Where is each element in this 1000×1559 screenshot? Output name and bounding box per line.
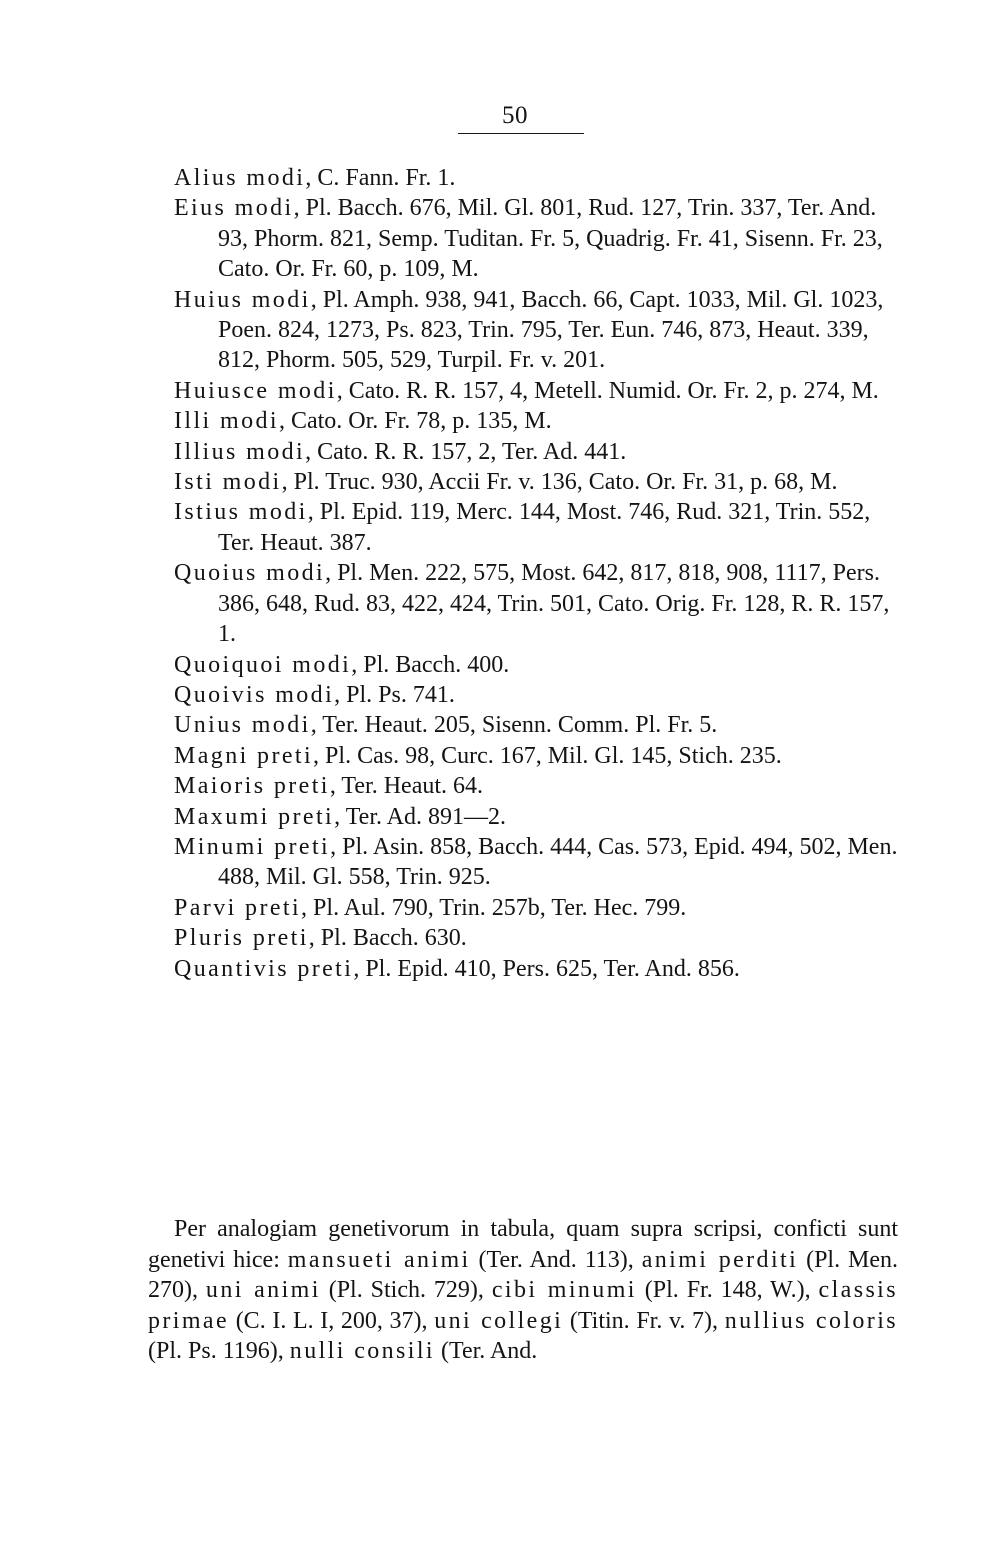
entry-refs: Pl. Bacch. 630. xyxy=(320,925,467,952)
entry-term: Maxumi preti xyxy=(174,803,335,830)
spaced-term: mansueti animi xyxy=(287,1246,471,1273)
entry-term: Quoius modi xyxy=(174,560,326,587)
entry: Unius modi, Ter. Heaut. 205, Sisenn. Comm. Pl. Fr. 5. xyxy=(174,712,718,739)
entry-refs: Ter. Ad. 891—2. xyxy=(345,803,506,830)
entry-refs: Pl. Ps. 741. xyxy=(346,681,455,708)
entry-refs: Pl. Bacch. 676, Mil. Gl. 801, Rud. 127, Trin. 337, Ter. And. 93, Phorm. 821, Semp. Tuditan. Fr. 5, Quadrig. Fr. 41, Sisenn. Fr. 23, Cato. Or. Fr. 60, p. 109, M. xyxy=(218,195,883,283)
page-number: 50 xyxy=(502,102,528,129)
entry-term: Illius modi xyxy=(174,438,306,465)
entry-term: Unius modi xyxy=(174,712,311,739)
paragraph-text: (Titin. Fr. v. 7), xyxy=(563,1307,725,1334)
entry: Isti modi, Pl. Truc. 930, Accii Fr. v. 136, Cato. Or. Fr. 31, p. 68, M. xyxy=(174,469,838,496)
entry-term: Maioris preti xyxy=(174,773,330,800)
spaced-term: classis primae xyxy=(148,1277,898,1334)
entry-term: Quantivis preti xyxy=(174,955,354,982)
entry-refs: Pl. Cas. 98, Curc. 167, Mil. Gl. 145, Stich. 235. xyxy=(325,742,782,769)
entry-refs: Ter. Heaut. 205, Sisenn. Comm. Pl. Fr. 5. xyxy=(322,712,718,739)
entry: Quoius modi, Pl. Men. 222, 575, Most. 642, 817, 818, 908, 1117, Pers. 386, 648, Rud. 83, 422, 424, Trin. 501, Cato. Orig. Fr. 128, R. R. 157, 1. xyxy=(174,560,890,648)
entry-list xyxy=(174,163,898,984)
spaced-term: uni animi xyxy=(205,1277,321,1303)
paragraph-text: (Pl. Stich. 729), xyxy=(320,1277,492,1303)
entry-refs: Pl. Amph. 938, 941, Bacch. 66, Capt. 1033, Mil. Gl. 1023, Poen. 824, 1273, Ps. 823, Trin. 795, Ter. Eun. 746, 873, Heaut. 339, 812, Phorm. 505, 529, Turpil. Fr. v. 201. xyxy=(218,286,884,374)
entry-term: Parvi preti xyxy=(174,894,302,921)
entry-refs: Cato. R. R. 157, 2, Ter. Ad. 441. xyxy=(317,438,627,465)
entry-term: Huiusce modi xyxy=(174,377,337,404)
entry-refs: Pl. Truc. 930, Accii Fr. v. 136, Cato. Or. Fr. 31, p. 68, M. xyxy=(293,469,838,496)
entry: Eius modi, Pl. Bacch. 676, Mil. Gl. 801, Rud. 127, Trin. 337, Ter. And. 93, Phorm. 821, Semp. Tuditan. Fr. 5, Quadrig. Fr. 41, Sisenn. Fr. 23, Cato. Or. Fr. 60, p. 109, M. xyxy=(174,195,883,283)
entry-refs: Pl. Men. 222, 575, Most. 642, 817, 818, 908, 1117, Pers. 386, 648, Rud. 83, 422, 424, Trin. 501, Cato. Orig. Fr. 128, R. R. 157, 1. xyxy=(218,560,890,648)
entry: Quantivis preti, Pl. Epid. 410, Pers. 625, Ter. And. 856. xyxy=(174,955,740,982)
entry: Minumi preti, Pl. Asin. 858, Bacch. 444, Cas. 573, Epid. 494, 502, Men. 488, Mil. Gl. 558, Trin. 925. xyxy=(174,833,898,891)
entry-term: Eius modi xyxy=(174,195,294,222)
entry-refs: Cato. R. R. 157, 4, Metell. Numid. Or. Fr. 2, p. 274, M. xyxy=(348,377,879,404)
entry-refs: Cato. Or. Fr. 78, p. 135, M. xyxy=(290,408,552,435)
entry: Alius modi, C. Fann. Fr. 1. xyxy=(174,165,456,191)
entry-term: Alius modi xyxy=(174,165,306,191)
spaced-term: cibi minumi xyxy=(491,1277,637,1303)
spaced-term: uni collegi xyxy=(434,1307,564,1334)
spaced-term: nulli consili xyxy=(289,1338,435,1364)
entry-term: Magni preti xyxy=(174,742,314,769)
paragraph-text: Per analogiam genetivorum in tabula, quam supra scripsi, conficti sunt genetivi hice: xyxy=(148,1216,898,1273)
entry-term: Quoiquoi modi xyxy=(174,651,352,678)
entry: Quoiquoi modi, Pl. Bacch. 400. xyxy=(174,651,510,678)
paragraph-text: (Pl. Fr. 148, W.), xyxy=(636,1277,819,1303)
entry-refs: Pl. Epid. 119, Merc. 144, Most. 746, Rud. 321, Trin. 552, Ter. Heaut. 387. xyxy=(218,499,871,556)
entry: Parvi preti, Pl. Aul. 790, Trin. 257b, Ter. Hec. 799. xyxy=(174,894,687,921)
header-rule xyxy=(458,133,584,134)
entry: Maioris preti, Ter. Heaut. 64. xyxy=(174,773,484,800)
entry: Huiusce modi, Cato. R. R. 157, 4, Metell. Numid. Or. Fr. 2, p. 274, M. xyxy=(174,377,879,404)
entry: Huius modi, Pl. Amph. 938, 941, Bacch. 66, Capt. 1033, Mil. Gl. 1023, Poen. 824, 1273, Ps. 823, Trin. 795, Ter. Eun. 746, 873, Heaut. 339, 812, Phorm. 505, 529, Turpil. Fr. v. 201. xyxy=(174,286,884,374)
entry-refs: C. Fann. Fr. 1. xyxy=(317,165,456,191)
spaced-term: animi perditi xyxy=(641,1246,799,1273)
entry-refs: Ter. Heaut. 64. xyxy=(341,773,484,800)
entry-term: Minumi preti xyxy=(174,833,331,860)
entry: Magni preti, Pl. Cas. 98, Curc. 167, Mil. Gl. 145, Stich. 235. xyxy=(174,742,782,769)
entry-term: Illi modi xyxy=(174,408,279,435)
entry: Quoivis modi, Pl. Ps. 741. xyxy=(174,681,455,708)
paragraph-text: (Ter. And. xyxy=(435,1338,538,1364)
paragraph-text: (Ter. And. 113), xyxy=(470,1246,642,1273)
entry: Illius modi, Cato. R. R. 157, 2, Ter. Ad. 441. xyxy=(174,438,627,465)
entry: Pluris preti, Pl. Bacch. 630. xyxy=(174,925,467,952)
spaced-term: nullius coloris xyxy=(724,1307,899,1334)
entry-term: Quoivis modi xyxy=(174,681,335,708)
entry: Istius modi, Pl. Epid. 119, Merc. 144, Most. 746, Rud. 321, Trin. 552, Ter. Heaut. 387. xyxy=(174,499,871,556)
entry-refs: Pl. Bacch. 400. xyxy=(363,651,510,678)
entry-term: Pluris preti xyxy=(174,925,309,952)
paragraph-text: (Pl. Men. 270), xyxy=(148,1246,898,1303)
entry: Illi modi, Cato. Or. Fr. 78, p. 135, M. xyxy=(174,408,552,435)
entry-term: Huius modi xyxy=(174,286,311,313)
paragraph-text: (Pl. Ps. 1196), xyxy=(148,1338,290,1364)
entry-refs: Pl. Aul. 790, Trin. 257b, Ter. Hec. 799. xyxy=(313,894,687,921)
entry-refs: Pl. Asin. 858, Bacch. 444, Cas. 573, Epid. 494, 502, Men. 488, Mil. Gl. 558, Trin. 925. xyxy=(218,833,898,891)
entry-refs: Pl. Epid. 410, Pers. 625, Ter. And. 856. xyxy=(365,955,740,982)
entry-term: Isti modi xyxy=(174,469,282,496)
body-paragraph xyxy=(148,1214,898,1367)
entry: Maxumi preti, Ter. Ad. 891—2. xyxy=(174,803,506,830)
entry-term: Istius modi xyxy=(174,499,308,526)
paragraph-text: (C. I. L. I, 200, 37), xyxy=(229,1307,435,1334)
